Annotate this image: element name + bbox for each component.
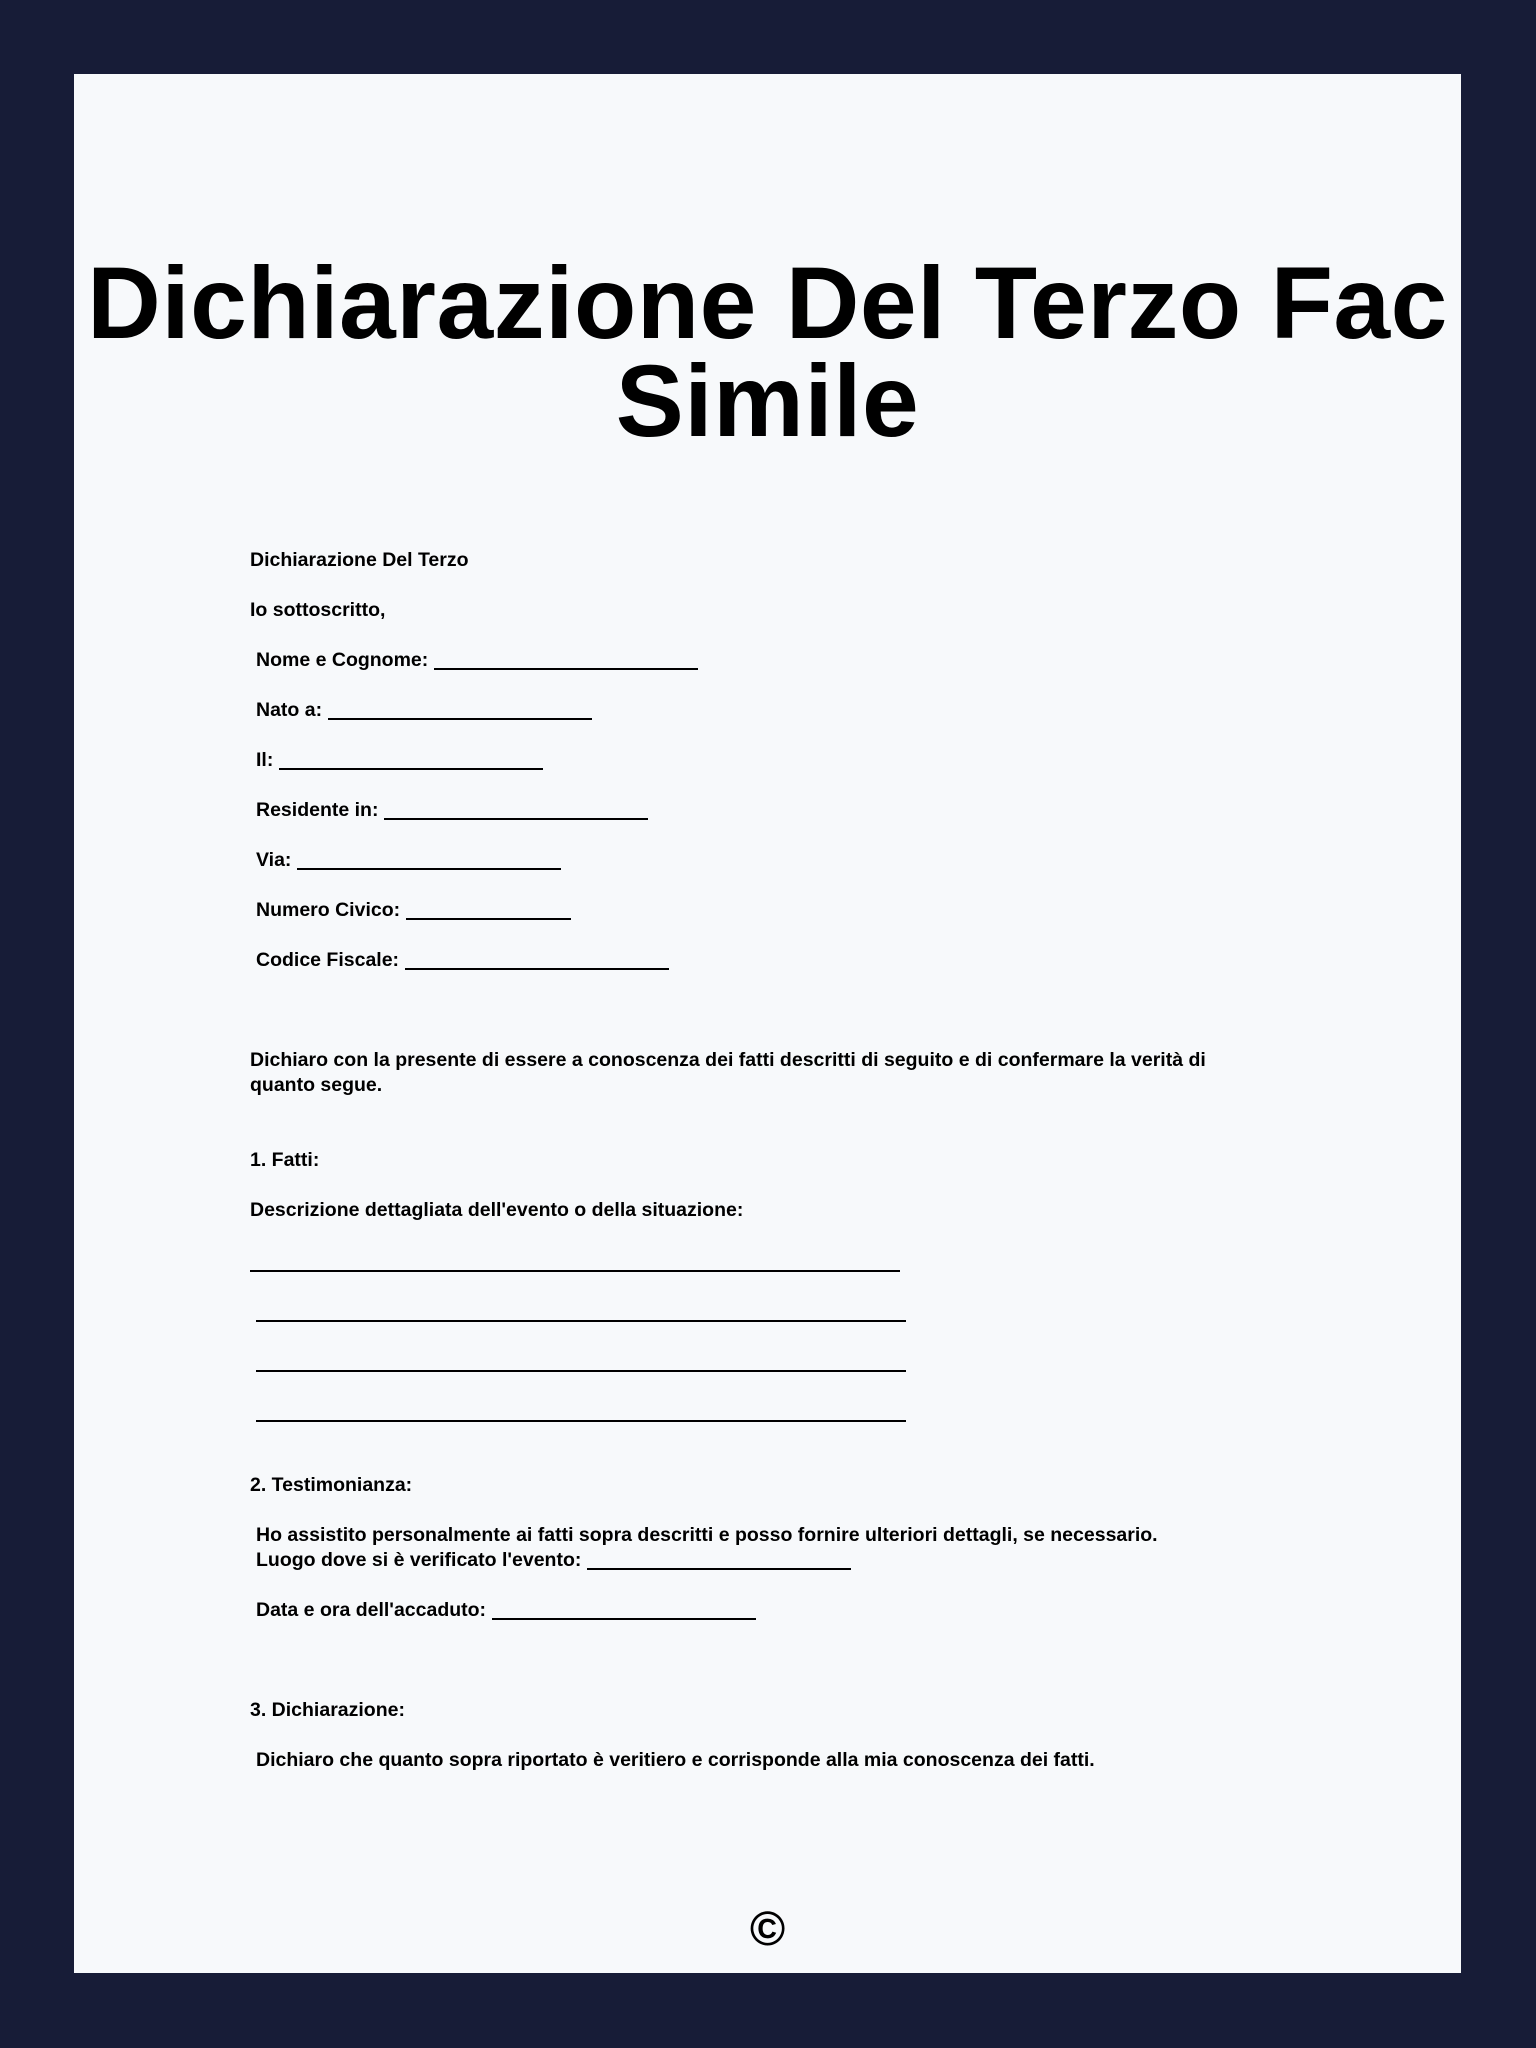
datetime-blank-line <box>492 1618 756 1620</box>
name-label: Nome e Cognome: <box>256 649 429 671</box>
description-blank-line <box>256 1370 906 1372</box>
date-blank-line <box>279 768 543 770</box>
place-blank-line <box>587 1568 851 1570</box>
document-page <box>74 74 1461 1973</box>
datetime-label: Data e ora dell'accaduto: <box>256 1599 487 1621</box>
street-blank-line <box>297 868 561 870</box>
description-blank-line <box>250 1270 900 1272</box>
born-label: Nato a: <box>256 699 323 721</box>
number-label: Numero Civico: <box>256 899 401 921</box>
date-field <box>256 748 543 773</box>
document-title: Dichiarazione Del Terzo Fac Simile <box>87 246 1448 458</box>
number-blank-line <box>406 918 571 920</box>
residence-label: Residente in: <box>256 799 379 821</box>
place-field <box>256 1548 851 1573</box>
statement-text: Dichiaro con la presente di essere a conoscenza dei fatti descritti di seguito e di confermare la verità di quanto segue. <box>250 1049 1206 1096</box>
section1-title: 1. Fatti: <box>250 1149 320 1171</box>
section3-title: 3. Dichiarazione: <box>250 1699 405 1721</box>
tax-code-field <box>256 948 669 973</box>
description-blank-line <box>256 1320 906 1322</box>
description-label: Descrizione dettagliata dell'evento o della situazione: <box>250 1199 744 1221</box>
number-field <box>256 898 571 923</box>
intro-text: Io sottoscritto, <box>250 599 386 621</box>
residence-field <box>256 798 648 823</box>
testimony-text: Ho assistito personalmente ai fatti sopra descritti e posso fornire ulteriori dettagli, se necessario. <box>256 1524 1158 1546</box>
section2-title: 2. Testimonianza: <box>250 1474 413 1496</box>
date-label: Il: <box>256 749 274 771</box>
street-label: Via: <box>256 849 292 871</box>
born-field <box>256 698 592 723</box>
datetime-field <box>256 1598 756 1623</box>
name-field <box>256 648 698 673</box>
born-blank-line <box>328 718 592 720</box>
copyright-icon: © <box>749 1903 786 1956</box>
name-blank-line <box>434 668 698 670</box>
document-heading: Dichiarazione Del Terzo <box>250 549 469 571</box>
declaration-text: Dichiaro che quanto sopra riportato è veritiero e corrisponde alla mia conoscenza dei fatti. <box>256 1749 1095 1771</box>
tax-code-label: Codice Fiscale: <box>256 949 400 971</box>
street-field <box>256 848 561 873</box>
place-label: Luogo dove si è verificato l'evento: <box>256 1549 582 1571</box>
tax-code-blank-line <box>405 968 669 970</box>
residence-blank-line <box>384 818 648 820</box>
description-blank-line <box>256 1420 906 1422</box>
